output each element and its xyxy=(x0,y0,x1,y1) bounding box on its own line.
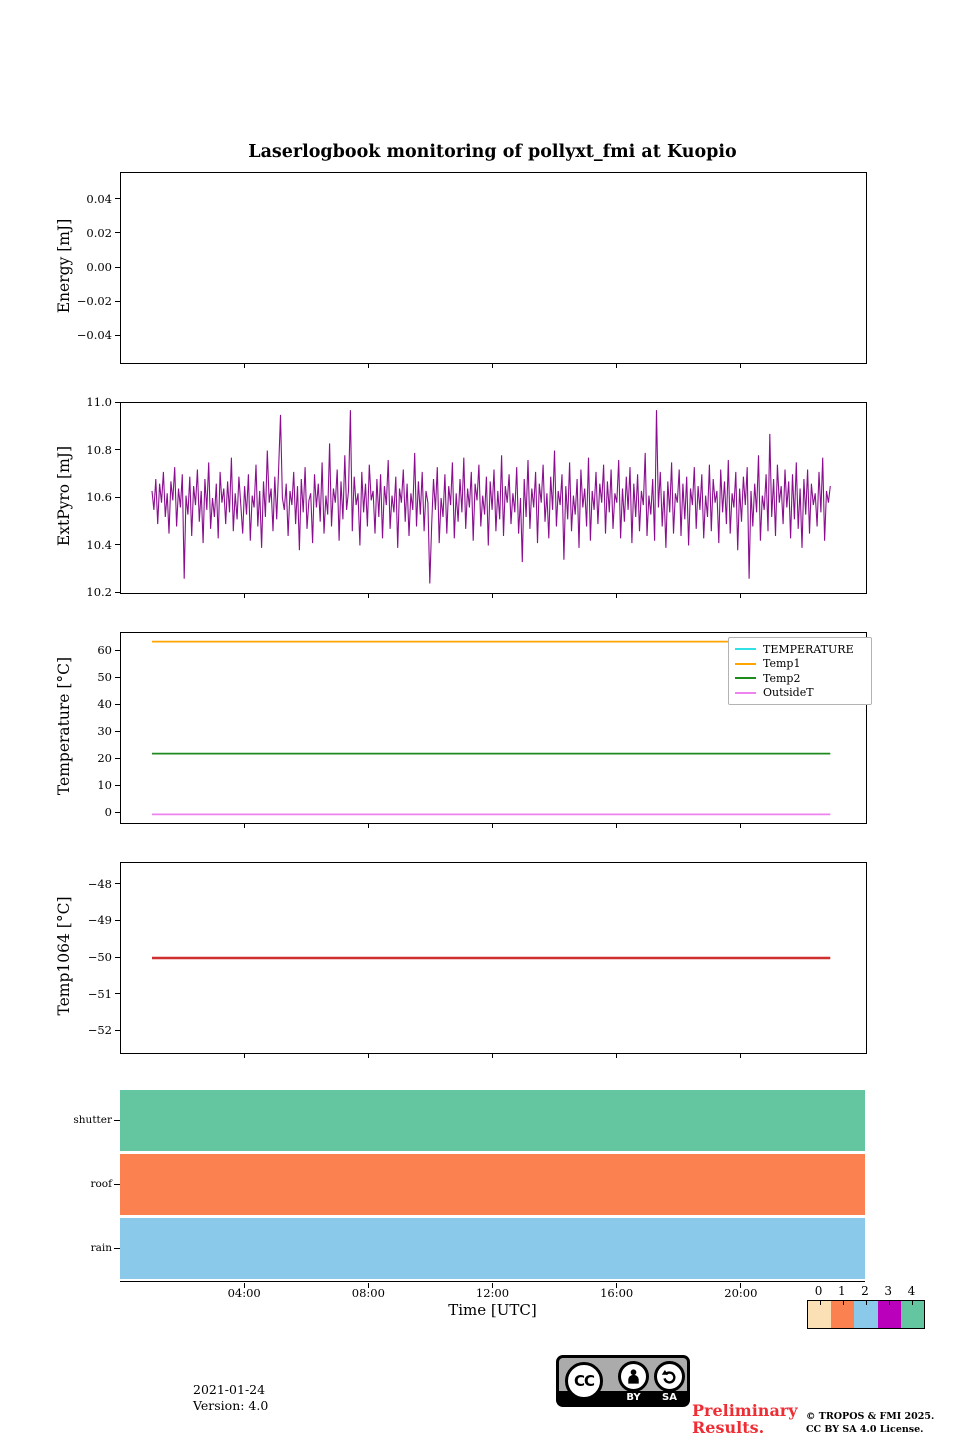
legend-entry-Temp2 xyxy=(735,671,865,686)
colorbar-tick-label: 3 xyxy=(884,1284,892,1298)
legend-entry-Temp1 xyxy=(735,657,865,672)
temperature-ytick-label: 10 xyxy=(97,778,112,793)
date-text: 2021-01-24 xyxy=(193,1382,266,1397)
temp1064-ytick-label: −52 xyxy=(87,1023,112,1038)
x-axis-label: Time [UTC] xyxy=(448,1301,537,1319)
sa-label: SA xyxy=(662,1392,677,1403)
legend-label: TEMPERATURE xyxy=(763,642,854,656)
cc-by-sa-badge xyxy=(556,1355,690,1407)
status-axis-spine xyxy=(120,1281,865,1282)
preliminary-line2: Results. xyxy=(692,1418,765,1437)
energy-ytick-label: −0.04 xyxy=(76,328,112,343)
time-tick-label: 20:00 xyxy=(724,1286,758,1300)
preliminary-results-text xyxy=(692,1402,798,1436)
temperature-xtick xyxy=(368,823,369,828)
status-category-label: shutter xyxy=(73,1113,112,1126)
extpyro-ytick-label: 10.6 xyxy=(86,490,112,504)
temp1064-series-plot xyxy=(121,863,866,1053)
temperature-ytick xyxy=(115,758,120,759)
energy-ytick-label: −0.02 xyxy=(76,294,112,309)
extpyro-ytick-label: 10.4 xyxy=(86,537,112,552)
extpyro-y-axis-label: ExtPyro [mJ] xyxy=(55,445,73,547)
temp1064-xtick xyxy=(616,1053,617,1058)
temp1064-ytick xyxy=(115,993,120,994)
colorbar-tick-label: 0 xyxy=(814,1284,823,1298)
colorbar-tick xyxy=(866,1301,867,1305)
temperature-xtick xyxy=(492,823,493,828)
legend-label: Temp2 xyxy=(763,671,801,685)
status-band-roof xyxy=(120,1154,865,1215)
temperature-xtick xyxy=(244,823,245,828)
status-band-shutter xyxy=(120,1090,865,1151)
extpyro-ytick xyxy=(115,497,120,498)
temp1064-ytick-label: −50 xyxy=(87,950,112,964)
by-label: BY xyxy=(626,1392,641,1403)
date-version-text xyxy=(193,1382,268,1414)
energy-xtick xyxy=(492,363,493,368)
temperature-ytick-label: 30 xyxy=(97,724,112,739)
preliminary-line1: Preliminary xyxy=(692,1401,798,1420)
temp1064-xtick xyxy=(740,1053,741,1058)
temp1064-ytick xyxy=(115,883,120,884)
extpyro-ytick-label: 10.8 xyxy=(86,442,112,457)
cc-icon xyxy=(565,1362,603,1400)
temperature-ytick-label: 40 xyxy=(97,697,112,712)
colorbar-segment-4 xyxy=(901,1301,924,1328)
colorbar-tick-label: 1 xyxy=(837,1284,846,1298)
status-tick xyxy=(114,1184,120,1185)
extpyro-ytick-label: 11.0 xyxy=(86,395,112,409)
energy-ytick xyxy=(115,232,120,233)
colorbar-tick-label: 2 xyxy=(861,1284,869,1298)
extpyro-xtick xyxy=(368,593,369,598)
copyright-line2: CC BY SA 4.0 License. xyxy=(806,1423,924,1435)
extpyro-ytick-label: 10.2 xyxy=(86,585,112,599)
extpyro-ytick xyxy=(115,449,120,450)
energy-series-plot xyxy=(121,173,866,363)
temperature-ytick xyxy=(115,731,120,732)
time-tick-label: 12:00 xyxy=(475,1286,510,1300)
temperature-ytick-label: 20 xyxy=(97,751,112,766)
temperature-ytick xyxy=(115,704,120,705)
extpyro-ytick xyxy=(115,402,120,403)
figure-title: Laserlogbook monitoring of pollyxt_fmi at Kuopio xyxy=(248,142,737,162)
temp1064-xtick xyxy=(244,1053,245,1058)
energy-ytick xyxy=(115,267,120,268)
extpyro-ytick xyxy=(115,544,120,545)
temperature-ytick-label: 60 xyxy=(97,643,112,658)
energy-panel xyxy=(120,172,867,364)
legend-entry-OutsideT xyxy=(735,686,865,701)
temperature-xtick xyxy=(616,823,617,828)
legend-swatch xyxy=(735,648,756,650)
attribution-person-icon xyxy=(618,1361,649,1392)
temp1064-ytick xyxy=(115,920,120,921)
legend-swatch xyxy=(735,677,756,679)
energy-xtick xyxy=(740,363,741,368)
temperature-ytick xyxy=(115,785,120,786)
temp1064-ytick-label: −51 xyxy=(87,986,112,1001)
status-tick xyxy=(114,1120,120,1121)
colorbar-tick xyxy=(889,1301,890,1305)
legend-label: Temp1 xyxy=(763,657,801,671)
extpyro-series-plot xyxy=(121,403,866,593)
status-category-label: rain xyxy=(90,1241,112,1254)
extpyro-panel xyxy=(120,402,867,594)
extpyro-xtick xyxy=(740,593,741,598)
copyright-text xyxy=(806,1411,934,1436)
share-alike-arrow-icon xyxy=(654,1361,685,1392)
temperature-ytick xyxy=(115,650,120,651)
temperature-xtick xyxy=(740,823,741,828)
energy-ytick xyxy=(115,335,120,336)
temp1064-ytick xyxy=(115,1030,120,1031)
status-band-rain xyxy=(120,1218,865,1279)
time-tick-label: 04:00 xyxy=(227,1286,261,1300)
temp1064-y-axis-label: Temp1064 [°C] xyxy=(55,896,73,1016)
legend-entry-TEMPERATURE xyxy=(735,642,865,657)
copyright-line1: © TROPOS & FMI 2025. xyxy=(806,1411,935,1422)
cc-icon-label: CC xyxy=(573,1372,595,1390)
time-tick-label: 16:00 xyxy=(600,1286,634,1300)
temp1064-panel xyxy=(120,862,867,1054)
temp1064-ytick-label: −49 xyxy=(87,913,112,928)
legend-label: OutsideT xyxy=(763,686,814,700)
energy-xtick xyxy=(616,363,617,368)
energy-ytick-label: 0.04 xyxy=(86,191,112,206)
temperature-y-axis-label: Temperature [°C] xyxy=(55,656,73,796)
status-category-label: roof xyxy=(90,1177,112,1190)
energy-xtick xyxy=(244,363,245,368)
colorbar-tick-label: 4 xyxy=(907,1284,916,1298)
energy-ytick xyxy=(115,198,120,199)
energy-ytick-label: 0.00 xyxy=(86,260,112,274)
temperature-ytick-label: 50 xyxy=(97,670,112,685)
temperature-legend xyxy=(728,637,872,705)
ExtPyro-line xyxy=(152,410,830,583)
extpyro-xtick xyxy=(492,593,493,598)
temperature-ytick-label: 0 xyxy=(104,805,112,819)
energy-xtick xyxy=(368,363,369,368)
temperature-ytick xyxy=(115,812,120,813)
time-tick-label: 08:00 xyxy=(351,1286,385,1300)
status-tick xyxy=(114,1248,120,1249)
temp1064-xtick xyxy=(368,1053,369,1058)
energy-ytick-label: 0.02 xyxy=(86,225,112,240)
temp1064-ytick xyxy=(115,957,120,958)
extpyro-ytick xyxy=(115,592,120,593)
temperature-ytick xyxy=(115,677,120,678)
extpyro-xtick xyxy=(244,593,245,598)
legend-swatch xyxy=(735,692,756,694)
temp1064-ytick-label: −48 xyxy=(87,876,112,891)
colorbar-segment-3 xyxy=(878,1301,901,1328)
extpyro-xtick xyxy=(616,593,617,598)
temp1064-xtick xyxy=(492,1053,493,1058)
energy-y-axis-label: Energy [mJ] xyxy=(55,218,73,314)
legend-swatch xyxy=(735,663,756,665)
colorbar-tick xyxy=(912,1301,913,1305)
energy-ytick xyxy=(115,301,120,302)
version-text: Version: 4.0 xyxy=(193,1398,269,1413)
